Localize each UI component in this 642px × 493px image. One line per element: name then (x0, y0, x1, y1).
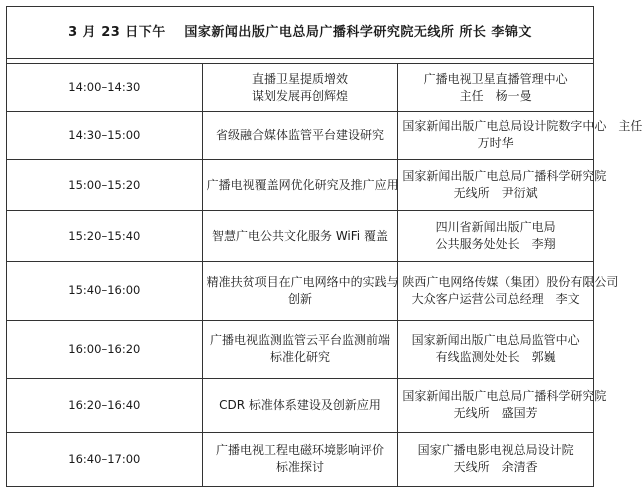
topic-line: 广播电视覆盖网优化研究及推广应用 (206, 177, 399, 192)
time-cell: 16:00–16:20 (7, 320, 203, 378)
topic-cell (202, 378, 398, 432)
speaker-cell (398, 320, 594, 378)
speaker-line: 公共服务处处长 李翔 (435, 237, 556, 252)
speaker-line: 天线所 余清香 (453, 460, 538, 475)
speaker-line: 国家新闻出版广电总局监管中心 (411, 333, 580, 348)
topic-line: CDR 标准体系建设及创新应用 (219, 397, 381, 412)
table-row (7, 262, 594, 320)
topic-line: 广播电视监测监管云平台监测前端 (209, 333, 390, 348)
topic-cell (202, 262, 398, 320)
speaker-cell (398, 378, 607, 432)
time-cell: 14:00–14:30 (7, 64, 203, 112)
time-cell: 16:20–16:40 (7, 378, 203, 432)
speaker-line: 国家新闻出版广电总局广播科学研究院 (402, 169, 607, 183)
topic-line: 直播卫星提质增效 (251, 71, 348, 86)
table-row (7, 111, 594, 159)
table-row (7, 211, 594, 262)
speaker-line: 无线所 盛国芳 (453, 406, 538, 421)
topic-cell (202, 159, 398, 211)
topic-cell (202, 432, 398, 486)
speaker-line: 主任 杨一曼 (459, 88, 532, 103)
topic-cell (202, 211, 398, 262)
speaker-line: 国家新闻出版广电总局广播科学研究院 (402, 389, 607, 404)
topic-cell (202, 64, 398, 112)
topic-cell (202, 111, 398, 159)
topic-cell (202, 320, 398, 378)
time-cell: 15:40–16:00 (7, 262, 203, 320)
table-row (7, 320, 594, 378)
speaker-cell (398, 159, 607, 211)
session-header: 3 月 23 日下午 国家新闻出版广电总局广播科学研究院无线所 所长 李锦文 (7, 7, 594, 59)
topic-line: 标准探讨 (275, 460, 324, 475)
speaker-line: 陕西广电网络传媒（集团）股份有限公司 (402, 274, 619, 289)
speaker-cell (398, 432, 594, 486)
topic-line: 广播电视工程电磁环境影响评价 (215, 443, 384, 458)
topic-line: 标准化研究 (269, 350, 330, 365)
speaker-cell (398, 211, 594, 262)
time-cell: 15:00–15:20 (7, 159, 203, 211)
topic-line: 省级融合媒体监管平台建设研究 (215, 127, 384, 142)
table-row (7, 159, 594, 211)
topic-line: 创新 (287, 291, 312, 306)
header-row (7, 7, 594, 59)
speaker-cell (398, 64, 594, 112)
time-cell: 16:40–17:00 (7, 432, 203, 486)
speaker-line: 有线监测处处长 郭巍 (435, 350, 556, 365)
topic-line: 谋划发展再创辉煌 (251, 88, 348, 103)
time-cell: 15:20–15:40 (7, 211, 203, 262)
speaker-cell (398, 111, 642, 159)
speaker-line: 广播电视卫星直播管理中心 (423, 71, 568, 86)
schedule-table (6, 6, 642, 487)
time-cell: 14:30–15:00 (7, 111, 203, 159)
speaker-line: 万时华 (477, 136, 514, 151)
table-row (7, 64, 594, 112)
speaker-line: 大众客户运营公司总经理 李文 (411, 291, 580, 306)
speaker-line: 无线所 尹衍斌 (453, 186, 538, 200)
speaker-cell (398, 262, 619, 320)
speaker-line: 国家新闻出版广电总局设计院数字中心 主任 (402, 119, 642, 134)
topic-line: 智慧广电公共文化服务 WiFi 覆盖 (212, 228, 388, 243)
speaker-line: 国家广播电影电视总局设计院 (417, 443, 574, 458)
table-row (7, 432, 594, 486)
speaker-line: 四川省新闻出版广电局 (435, 220, 556, 235)
table-row (7, 378, 594, 432)
topic-line: 精准扶贫项目在广电网络中的实践与 (206, 274, 399, 289)
